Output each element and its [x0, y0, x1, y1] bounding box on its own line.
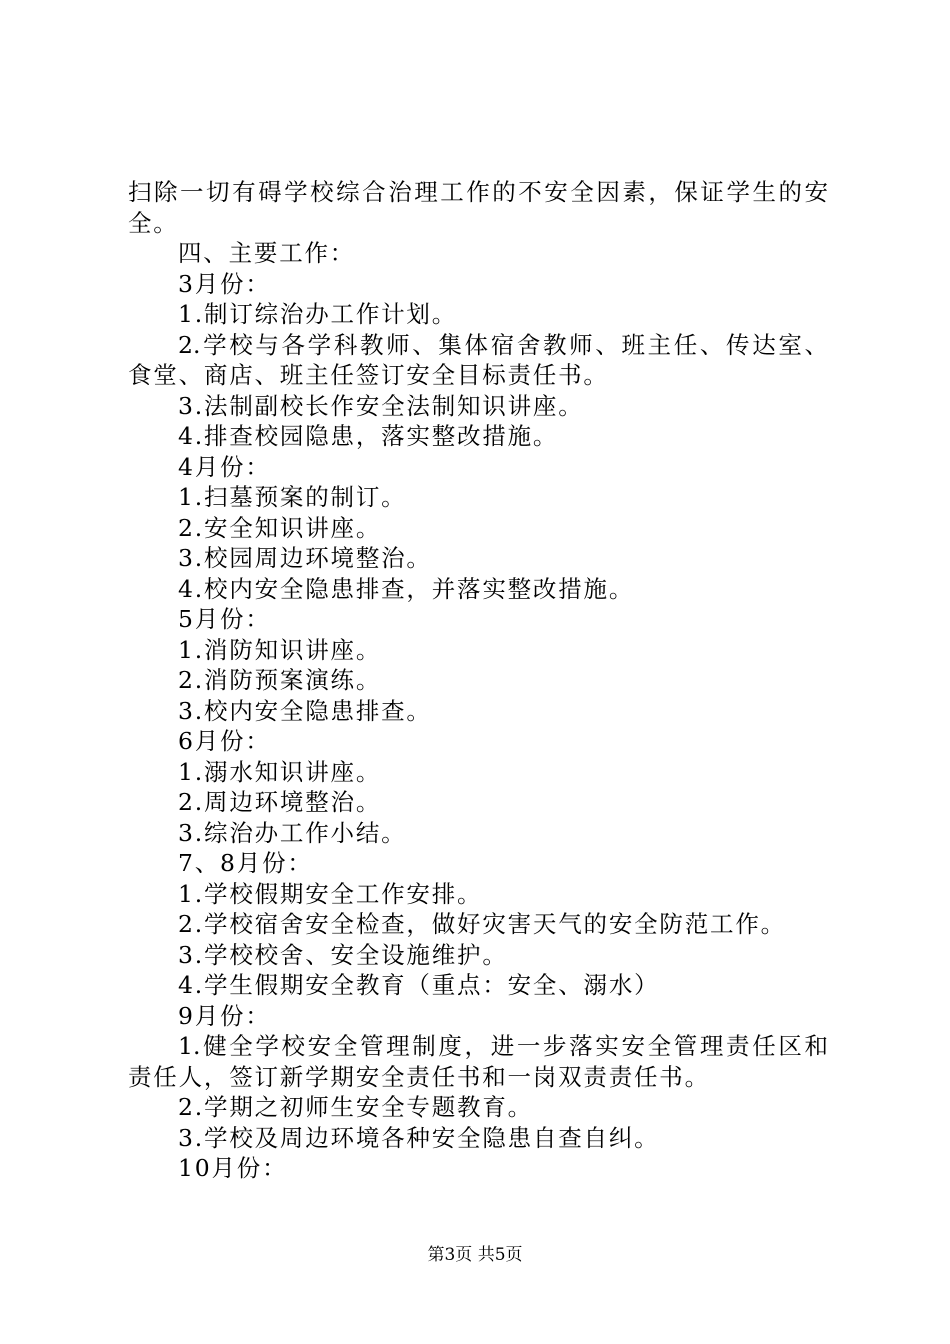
list-item: 2.安全知识讲座。 — [178, 513, 382, 542]
list-item: 4.学生假期安全教育（重点：安全、溺水） — [178, 971, 660, 999]
month-heading: 6月份： — [178, 727, 271, 755]
list-item-continuation: 责任人，签订新学期安全责任书和一岗双责责任书。 — [128, 1062, 710, 1091]
list-item: 2.周边环境整治。 — [178, 788, 382, 816]
month-heading: 5月份： — [178, 605, 271, 633]
list-item: 3.学校及周边环境各种安全隐患自查自纠。 — [178, 1123, 660, 1152]
list-item: 3.综治办工作小结。 — [178, 818, 407, 847]
list-item: 3.校园周边环境整治。 — [178, 544, 432, 572]
text-line: 扫除一切有碍学校综合治理工作的不安全因素，保证学生的安 — [128, 178, 828, 206]
section-heading: 四、主要工作： — [178, 239, 356, 267]
list-item: 3.法制副校长作安全法制知识讲座。 — [178, 391, 584, 420]
list-item: 2.学校与各学科教师、集体宿舍教师、班主任、传达室、 — [178, 330, 828, 359]
list-item: 3.学校校舍、安全设施维护。 — [178, 940, 508, 969]
list-item: 2.消防预案演练。 — [178, 666, 382, 694]
list-item: 2.学校宿舍安全检查，做好灾害天气的安全防范工作。 — [178, 910, 786, 938]
page-number-footer: 第3页 共5页 — [427, 1245, 523, 1265]
month-heading: 3月份： — [178, 269, 271, 298]
list-item: 1.消防知识讲座。 — [178, 635, 382, 664]
list-item: 1.扫墓预案的制订。 — [178, 483, 407, 511]
document-body — [128, 177, 828, 1184]
list-item: 1.制订综治办工作计划。 — [178, 300, 458, 328]
list-item-continuation: 食堂、商店、班主任签订安全目标责任书。 — [128, 361, 609, 389]
list-item: 1.学校假期安全工作安排。 — [178, 879, 483, 908]
list-item: 1.健全学校安全管理制度，进一步落实安全管理责任区和 — [178, 1032, 828, 1060]
list-item: 1.溺水知识讲座。 — [178, 757, 382, 786]
list-item: 2.学期之初师生安全专题教育。 — [178, 1093, 533, 1121]
month-heading: 7、8月份： — [178, 849, 313, 877]
list-item: 3.校内安全隐患排查。 — [178, 696, 432, 725]
text-line: 全。 — [128, 208, 179, 237]
list-item: 4.校内安全隐患排查，并落实整改措施。 — [178, 574, 635, 603]
month-heading: 9月份： — [178, 1001, 271, 1030]
list-item: 4.排查校园隐患，落实整改措施。 — [178, 422, 559, 450]
month-heading: 10月份： — [178, 1154, 288, 1182]
month-heading: 4月份： — [178, 452, 271, 481]
